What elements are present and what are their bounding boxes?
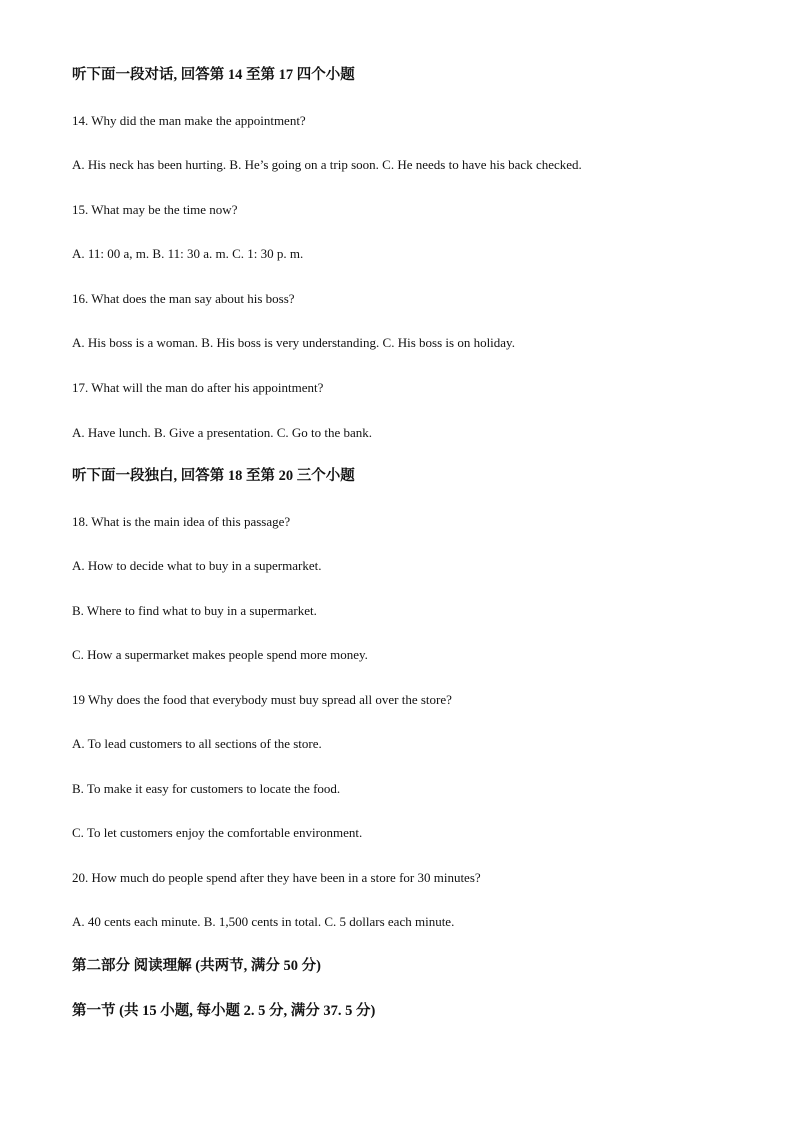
question-17: 17. What will the man do after his appointment? xyxy=(72,380,324,395)
question-18-option-a: A. How to decide what to buy in a supermarket. xyxy=(72,558,322,573)
monologue-heading: 听下面一段独白, 回答第 18 至第 20 三个小题 xyxy=(72,468,355,484)
dialogue-heading: 听下面一段对话, 回答第 14 至第 17 四个小题 xyxy=(72,67,355,83)
question-15-options: A. 11: 00 a, m. B. 11: 30 a. m. C. 1: 30 p. m. xyxy=(72,246,304,261)
question-15: 15. What may be the time now? xyxy=(72,202,238,217)
question-19-option-a: A. To lead customers to all sections of the store. xyxy=(72,736,322,751)
question-19-option-b: B. To make it easy for customers to locate the food. xyxy=(72,781,341,796)
section-2-part-1-heading: 第一节 (共 15 小题, 每小题 2. 5 分, 满分 37. 5 分) xyxy=(72,1003,376,1019)
question-20: 20. How much do people spend after they have been in a store for 30 minutes? xyxy=(72,870,481,885)
question-18-option-b: B. Where to find what to buy in a supermarket. xyxy=(72,603,317,618)
question-14: 14. Why did the man make the appointment? xyxy=(72,113,306,128)
question-14-options: A. His neck has been hurting. B. He’s going on a trip soon. C. He needs to have his back checked. xyxy=(72,157,582,172)
question-18: 18. What is the main idea of this passage? xyxy=(72,514,291,529)
question-17-options: A. Have lunch. B. Give a presentation. C. Go to the bank. xyxy=(72,425,373,440)
section-2-heading: 第二部分 阅读理解 (共两节, 满分 50 分) xyxy=(72,958,321,974)
question-18-option-c: C. How a supermarket makes people spend more money. xyxy=(72,647,368,662)
question-16: 16. What does the man say about his boss? xyxy=(72,291,295,306)
question-19: 19 Why does the food that everybody must buy spread all over the store? xyxy=(72,692,452,707)
question-19-option-c: C. To let customers enjoy the comfortable environment. xyxy=(72,825,363,840)
question-20-options: A. 40 cents each minute. B. 1,500 cents in total. C. 5 dollars each minute. xyxy=(72,914,455,929)
question-16-options: A. His boss is a woman. B. His boss is very understanding. C. His boss is on holiday. xyxy=(72,335,515,350)
